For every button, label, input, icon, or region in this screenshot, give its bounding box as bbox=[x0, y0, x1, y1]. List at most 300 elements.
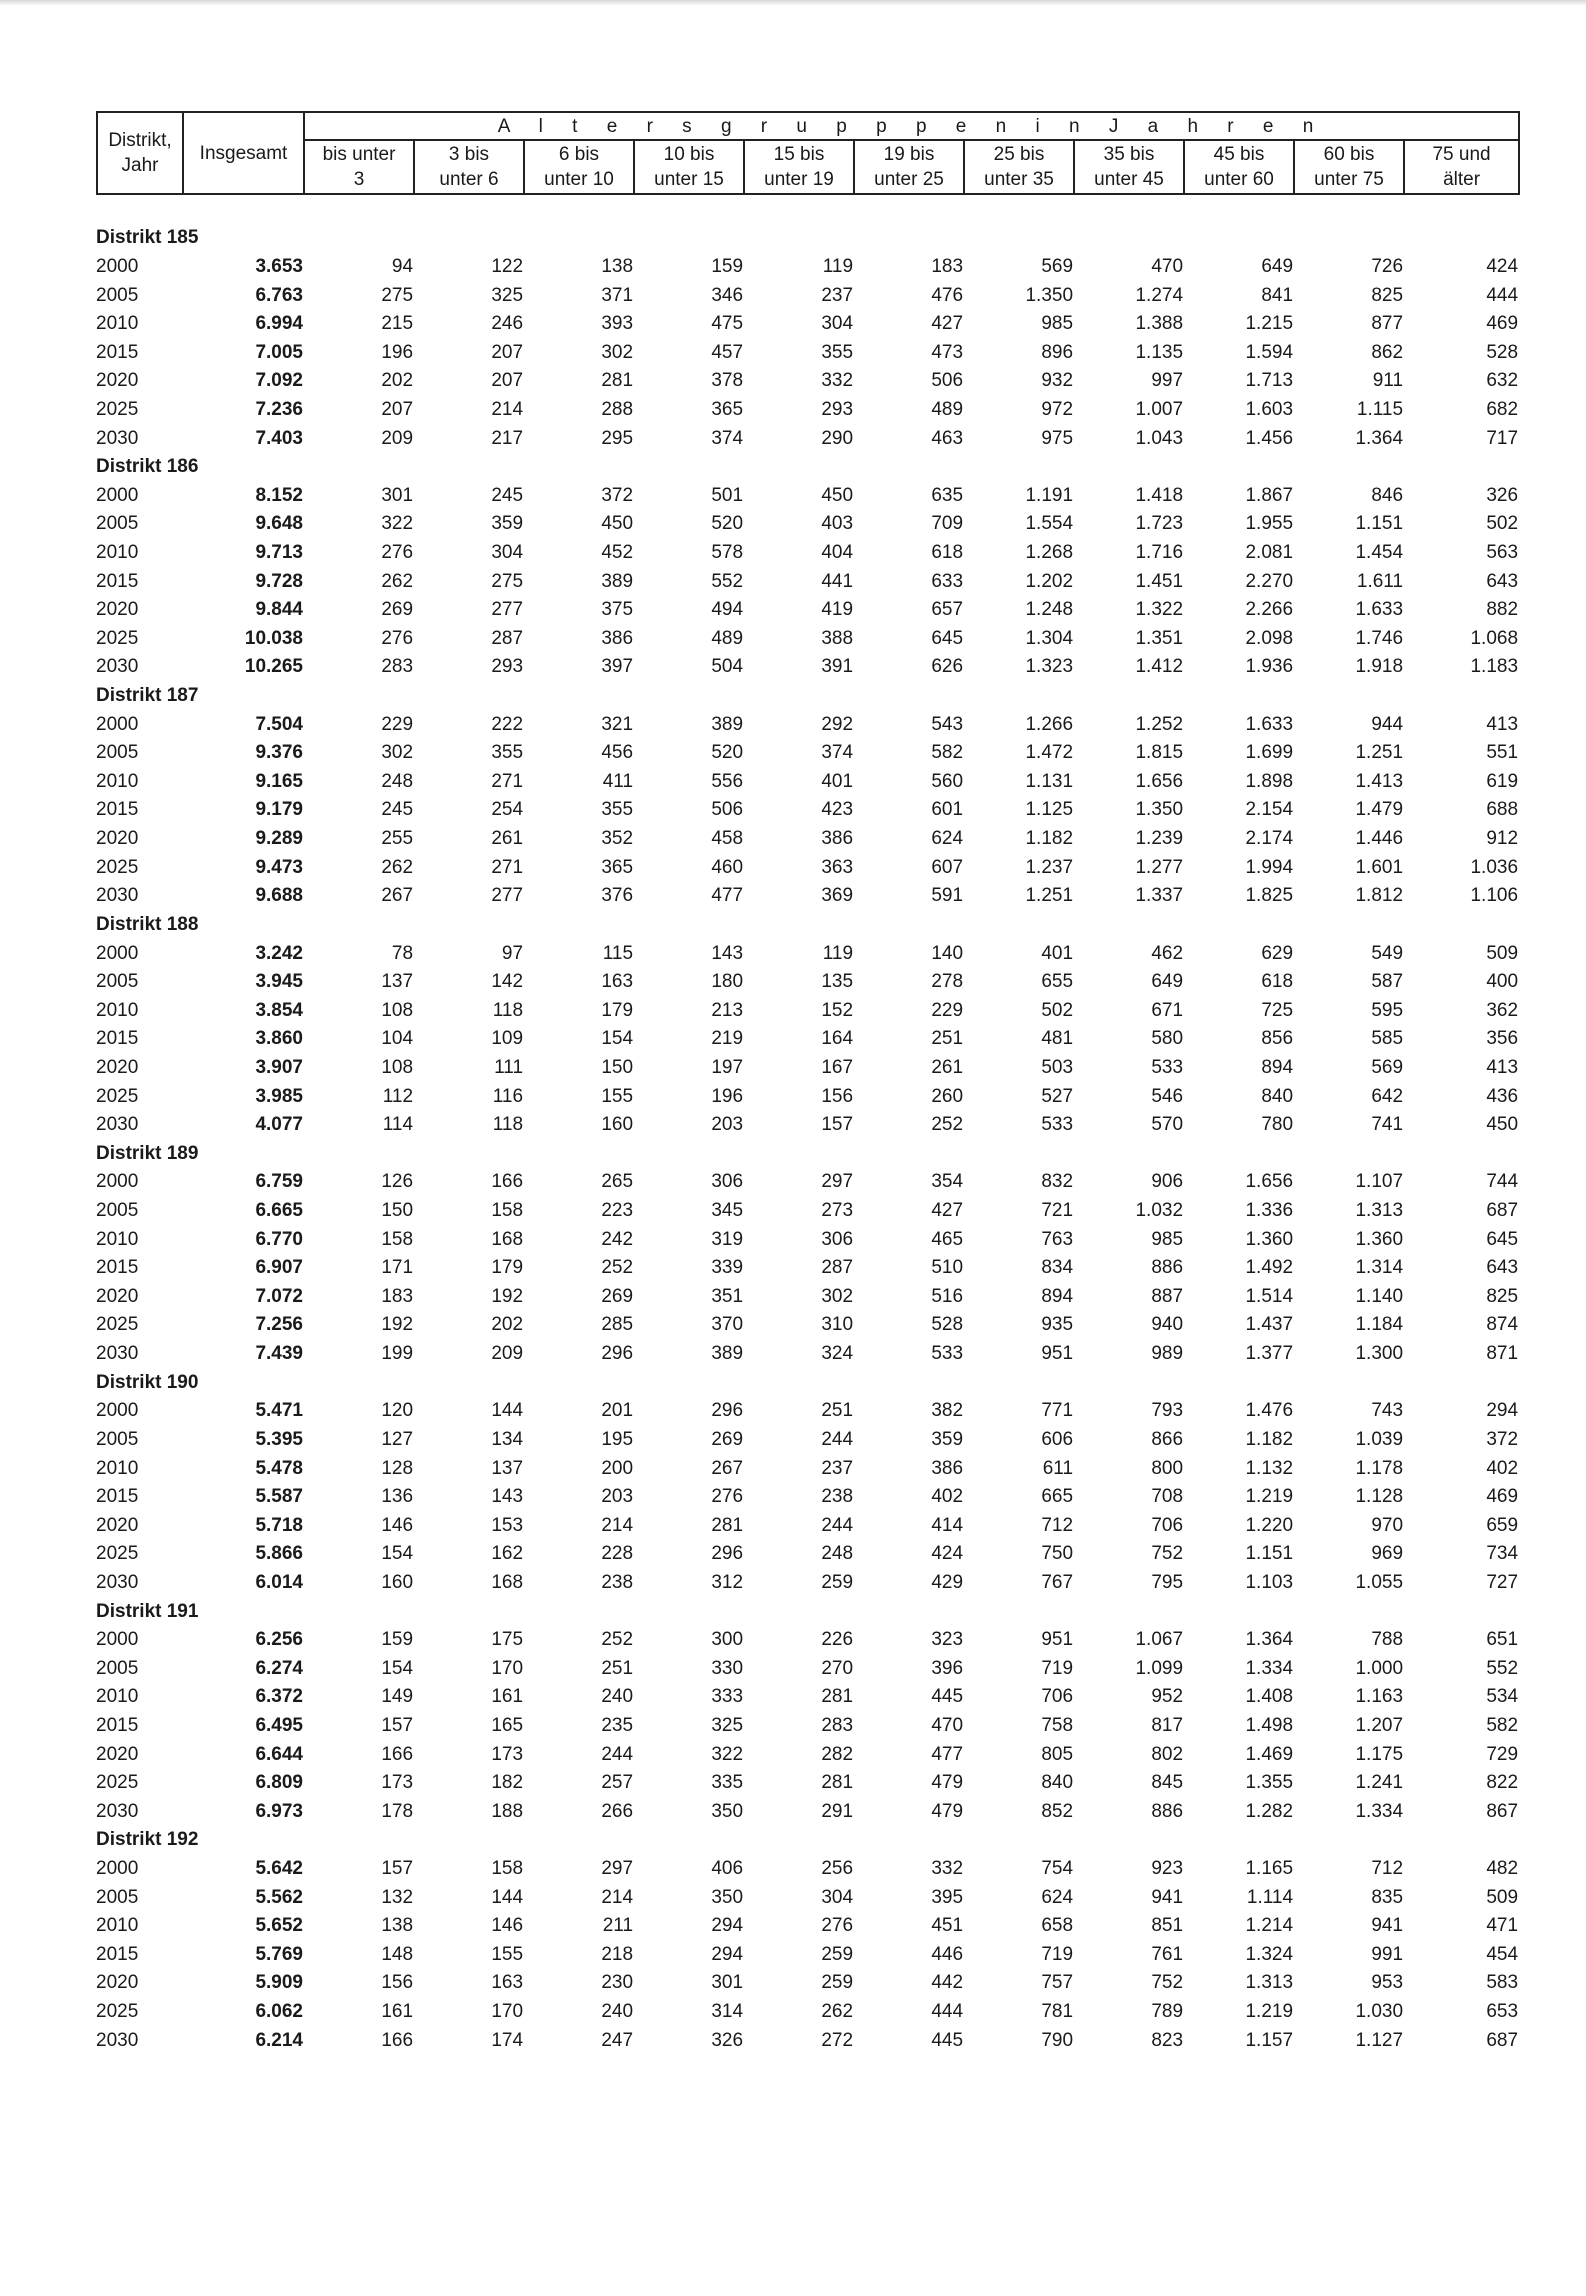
age-group-cell: 199 bbox=[381, 1343, 414, 1365]
age-group-cell: 276 bbox=[381, 542, 414, 563]
age-group-cell: 332 bbox=[821, 370, 854, 392]
age-group-cell: 436 bbox=[1486, 1085, 1519, 1107]
age-group-cell: 923 bbox=[1151, 1858, 1184, 1880]
year-cell: 2025 bbox=[96, 1772, 139, 1794]
age-group-cell: 606 bbox=[1041, 1428, 1074, 1450]
age-group-cell: 406 bbox=[711, 1858, 744, 1880]
age-group-cell: 1.324 bbox=[1245, 1943, 1294, 1965]
age-group-cell: 108 bbox=[381, 1056, 414, 1078]
age-group-cell: 1.898 bbox=[1245, 770, 1294, 792]
column-header-age-group: 75 und älter bbox=[1404, 140, 1519, 194]
age-group-cell: 1.514 bbox=[1245, 1285, 1294, 1307]
age-group-cell: 396 bbox=[931, 1657, 964, 1679]
total-cell: 5.909 bbox=[255, 1972, 303, 1994]
district-heading-row bbox=[96, 1140, 1518, 1169]
age-group-cell: 183 bbox=[381, 1285, 414, 1307]
age-group-cell: 288 bbox=[601, 398, 634, 420]
age-group-cell: 195 bbox=[601, 1428, 634, 1450]
table-row bbox=[96, 1054, 1518, 1083]
age-group-cell: 1.633 bbox=[1355, 599, 1404, 621]
total-cell: 6.372 bbox=[255, 1686, 303, 1708]
age-group-cell: 509 bbox=[1486, 942, 1519, 964]
age-group-cell: 192 bbox=[381, 1314, 414, 1336]
age-group-cell: 462 bbox=[1151, 942, 1184, 964]
age-group-cell: 1.219 bbox=[1245, 2001, 1294, 2023]
age-group-cell: 1.300 bbox=[1355, 1343, 1404, 1365]
age-group-cell: 1.825 bbox=[1245, 885, 1294, 907]
age-group-cell: 734 bbox=[1486, 1543, 1519, 1565]
age-group-cell: 551 bbox=[1486, 742, 1519, 764]
age-group-cell: 1.334 bbox=[1245, 1657, 1294, 1679]
age-group-cell: 375 bbox=[601, 599, 634, 621]
age-group-cell: 213 bbox=[711, 999, 744, 1021]
age-group-cell: 134 bbox=[491, 1428, 524, 1450]
age-group-cell: 552 bbox=[1486, 1657, 1519, 1679]
table-row bbox=[96, 1798, 1518, 1827]
age-group-cell: 477 bbox=[931, 1743, 964, 1765]
age-group-cell: 170 bbox=[491, 2001, 524, 2023]
age-group-cell: 306 bbox=[821, 1228, 854, 1250]
age-group-cell: 240 bbox=[601, 2001, 634, 2023]
total-cell: 7.256 bbox=[255, 1314, 303, 1336]
age-group-cell: 244 bbox=[601, 1743, 634, 1765]
table-row bbox=[96, 481, 1518, 510]
age-group-cell: 658 bbox=[1041, 1915, 1074, 1937]
age-group-cell: 1.252 bbox=[1135, 713, 1184, 735]
age-group-cell: 296 bbox=[601, 1343, 634, 1365]
age-group-cell: 763 bbox=[1041, 1228, 1074, 1250]
district-label: Distrikt 186 bbox=[96, 456, 199, 478]
total-cell: 5.395 bbox=[255, 1428, 303, 1450]
age-group-cell: 292 bbox=[821, 713, 854, 735]
age-group-cell: 157 bbox=[381, 1858, 414, 1880]
age-group-cell: 112 bbox=[382, 1085, 414, 1107]
age-group-cell: 752 bbox=[1151, 1543, 1184, 1565]
age-group-cell: 411 bbox=[602, 770, 634, 792]
age-group-cell: 136 bbox=[381, 1486, 414, 1508]
age-group-cell: 270 bbox=[821, 1657, 854, 1679]
age-group-cell: 108 bbox=[381, 999, 414, 1021]
age-group-cell: 1.151 bbox=[1355, 513, 1404, 535]
age-group-cell: 1.955 bbox=[1245, 513, 1294, 535]
age-group-cell: 657 bbox=[931, 599, 964, 621]
year-cell: 2015 bbox=[96, 1028, 139, 1050]
age-group-cell: 218 bbox=[601, 1943, 634, 1965]
district-heading-row bbox=[96, 911, 1518, 940]
age-group-cell: 282 bbox=[821, 1743, 854, 1765]
age-group-cell: 78 bbox=[391, 942, 414, 964]
total-cell: 9.688 bbox=[255, 885, 303, 907]
age-group-cell: 244 bbox=[821, 1514, 854, 1536]
age-group-cell: 365 bbox=[711, 398, 744, 420]
age-group-cell: 162 bbox=[491, 1543, 524, 1565]
age-group-cell: 293 bbox=[821, 398, 854, 420]
age-group-cell: 840 bbox=[1041, 1772, 1074, 1794]
age-group-cell: 953 bbox=[1371, 1972, 1404, 1994]
age-group-cell: 304 bbox=[821, 313, 854, 335]
age-group-cell: 322 bbox=[711, 1743, 744, 1765]
age-group-cell: 142 bbox=[491, 971, 524, 993]
age-group-cell: 429 bbox=[931, 1571, 964, 1593]
age-group-cell: 867 bbox=[1486, 1800, 1519, 1822]
age-group-cell: 276 bbox=[821, 1915, 854, 1937]
year-cell: 2025 bbox=[96, 1085, 139, 1107]
age-group-cell: 556 bbox=[711, 770, 744, 792]
age-group-cell: 989 bbox=[1151, 1343, 1184, 1365]
table-row bbox=[96, 2026, 1518, 2055]
age-group-cell: 805 bbox=[1041, 1743, 1074, 1765]
age-group-cell: 940 bbox=[1151, 1314, 1184, 1336]
age-group-cell: 197 bbox=[711, 1056, 744, 1078]
age-group-cell: 450 bbox=[601, 513, 634, 535]
age-group-cell: 533 bbox=[931, 1343, 964, 1365]
age-group-cell: 503 bbox=[1041, 1056, 1074, 1078]
age-group-cell: 725 bbox=[1261, 999, 1294, 1021]
age-group-cell: 310 bbox=[821, 1314, 854, 1336]
age-group-cell: 687 bbox=[1486, 2029, 1519, 2051]
age-group-cell: 262 bbox=[821, 2001, 854, 2023]
age-group-cell: 355 bbox=[601, 799, 634, 821]
total-cell: 5.642 bbox=[255, 1858, 303, 1880]
year-cell: 2020 bbox=[96, 1056, 139, 1078]
age-group-cell: 659 bbox=[1486, 1514, 1519, 1536]
age-group-cell: 157 bbox=[821, 1114, 854, 1136]
age-group-cell: 477 bbox=[711, 885, 744, 907]
age-group-cell: 171 bbox=[381, 1257, 414, 1279]
age-group-cell: 932 bbox=[1041, 370, 1074, 392]
age-group-cell: 1.163 bbox=[1355, 1686, 1404, 1708]
age-group-cell: 985 bbox=[1151, 1228, 1184, 1250]
age-group-cell: 611 bbox=[1042, 1457, 1074, 1479]
age-group-cell: 649 bbox=[1151, 971, 1184, 993]
district-label: Distrikt 187 bbox=[96, 685, 199, 707]
age-group-cell: 386 bbox=[821, 828, 854, 850]
table-row bbox=[96, 1712, 1518, 1741]
age-group-cell: 1.322 bbox=[1135, 599, 1184, 621]
total-cell: 5.866 bbox=[255, 1543, 303, 1565]
age-group-cell: 1.918 bbox=[1355, 656, 1404, 678]
age-group-cell: 118 bbox=[492, 1114, 524, 1136]
age-group-cell: 294 bbox=[711, 1915, 744, 1937]
age-group-cell: 712 bbox=[1041, 1514, 1074, 1536]
age-group-cell: 215 bbox=[381, 313, 414, 335]
row-filler bbox=[413, 1140, 1518, 1169]
age-group-cell: 509 bbox=[1486, 1886, 1519, 1908]
age-group-cell: 376 bbox=[601, 885, 634, 907]
age-group-cell: 226 bbox=[821, 1629, 854, 1651]
age-group-cell: 717 bbox=[1486, 427, 1519, 449]
age-group-cell: 2.266 bbox=[1245, 599, 1294, 621]
year-cell: 2030 bbox=[96, 427, 139, 449]
age-group-cell: 153 bbox=[491, 1514, 524, 1536]
age-group-cell: 1.469 bbox=[1245, 1743, 1294, 1765]
age-group-cell: 359 bbox=[931, 1428, 964, 1450]
total-cell: 6.274 bbox=[255, 1657, 303, 1679]
age-group-cell: 452 bbox=[601, 542, 634, 563]
age-group-cell: 339 bbox=[711, 1257, 744, 1279]
year-cell: 2020 bbox=[96, 1743, 139, 1765]
age-group-cell: 352 bbox=[601, 828, 634, 850]
age-group-cell: 750 bbox=[1041, 1543, 1074, 1565]
total-cell: 4.077 bbox=[255, 1114, 303, 1136]
year-cell: 2010 bbox=[96, 1686, 139, 1708]
age-group-cell: 372 bbox=[601, 484, 634, 506]
age-group-cell: 1.220 bbox=[1245, 1514, 1294, 1536]
age-group-cell: 871 bbox=[1486, 1343, 1519, 1365]
age-group-cell: 155 bbox=[601, 1085, 634, 1107]
age-group-cell: 1.274 bbox=[1135, 284, 1184, 306]
total-cell: 5.587 bbox=[255, 1486, 303, 1508]
total-cell: 7.403 bbox=[255, 427, 303, 449]
age-group-cell: 374 bbox=[711, 427, 744, 449]
age-group-cell: 1.191 bbox=[1025, 484, 1074, 506]
age-group-cell: 528 bbox=[1486, 341, 1519, 363]
age-group-cell: 170 bbox=[491, 1657, 524, 1679]
age-group-cell: 1.114 bbox=[1246, 1886, 1294, 1908]
table-row bbox=[96, 996, 1518, 1025]
table-row bbox=[96, 1626, 1518, 1655]
table-row bbox=[96, 567, 1518, 596]
age-group-cell: 886 bbox=[1151, 1800, 1184, 1822]
table-row bbox=[96, 253, 1518, 282]
total-cell: 6.214 bbox=[255, 2029, 303, 2051]
age-group-cell: 1.106 bbox=[1470, 885, 1519, 907]
district-heading-row bbox=[96, 224, 1518, 253]
table-row bbox=[96, 768, 1518, 797]
row-filler bbox=[413, 682, 1518, 711]
age-group-cell: 1.350 bbox=[1135, 799, 1184, 821]
table-row bbox=[96, 1426, 1518, 1455]
total-cell: 6.770 bbox=[255, 1228, 303, 1250]
age-group-cell: 312 bbox=[711, 1571, 744, 1593]
age-group-cell: 450 bbox=[821, 484, 854, 506]
age-group-cell: 1.313 bbox=[1245, 1972, 1294, 1994]
age-group-cell: 372 bbox=[1486, 1428, 1519, 1450]
age-group-cell: 569 bbox=[1371, 1056, 1404, 1078]
year-cell: 2005 bbox=[96, 513, 139, 535]
age-group-cell: 506 bbox=[931, 370, 964, 392]
age-group-cell: 235 bbox=[601, 1714, 634, 1736]
age-group-cell: 1.127 bbox=[1355, 2029, 1404, 2051]
age-group-cell: 1.282 bbox=[1245, 1800, 1294, 1822]
age-group-cell: 277 bbox=[491, 885, 524, 907]
year-cell: 2030 bbox=[96, 885, 139, 907]
age-group-cell: 295 bbox=[601, 427, 634, 449]
age-group-cell: 319 bbox=[711, 1228, 744, 1250]
age-group-cell: 157 bbox=[381, 1714, 414, 1736]
age-group-cell: 752 bbox=[1151, 1972, 1184, 1994]
age-group-cell: 324 bbox=[821, 1343, 854, 1365]
age-group-cell: 886 bbox=[1151, 1257, 1184, 1279]
age-group-cell: 882 bbox=[1486, 599, 1519, 621]
age-group-cell: 332 bbox=[931, 1858, 964, 1880]
age-group-cell: 570 bbox=[1151, 1114, 1184, 1136]
age-group-cell: 1.182 bbox=[1245, 1428, 1294, 1450]
age-group-cell: 1.268 bbox=[1025, 542, 1074, 563]
table-row bbox=[96, 1569, 1518, 1598]
age-group-cell: 165 bbox=[491, 1714, 524, 1736]
age-group-cell: 207 bbox=[491, 341, 524, 363]
age-group-cell: 252 bbox=[601, 1257, 634, 1279]
age-group-cell: 1.699 bbox=[1245, 742, 1294, 764]
age-group-cell: 894 bbox=[1041, 1285, 1074, 1307]
age-group-cell: 651 bbox=[1486, 1629, 1519, 1651]
age-group-cell: 583 bbox=[1486, 1972, 1519, 1994]
total-cell: 6.994 bbox=[255, 313, 303, 335]
year-cell: 2010 bbox=[96, 1915, 139, 1937]
age-group-cell: 1.183 bbox=[1470, 656, 1519, 678]
age-group-cell: 1.713 bbox=[1245, 370, 1294, 392]
age-group-cell: 1.140 bbox=[1355, 1285, 1404, 1307]
age-group-cell: 456 bbox=[601, 742, 634, 764]
age-group-cell: 183 bbox=[931, 255, 964, 277]
age-group-cell: 1.251 bbox=[1355, 742, 1404, 764]
age-group-cell: 351 bbox=[711, 1285, 744, 1307]
age-group-cell: 132 bbox=[381, 1886, 414, 1908]
age-group-cell: 397 bbox=[601, 656, 634, 678]
age-group-cell: 1.068 bbox=[1470, 627, 1519, 649]
age-group-cell: 591 bbox=[931, 885, 964, 907]
year-cell: 2000 bbox=[96, 1400, 139, 1422]
age-group-cell: 1.184 bbox=[1355, 1314, 1404, 1336]
age-group-cell: 163 bbox=[601, 971, 634, 993]
age-group-cell: 1.103 bbox=[1245, 1571, 1294, 1593]
age-group-cell: 601 bbox=[931, 799, 964, 821]
age-group-cell: 265 bbox=[601, 1171, 634, 1193]
age-group-cell: 642 bbox=[1371, 1085, 1404, 1107]
age-group-cell: 355 bbox=[821, 341, 854, 363]
table-row bbox=[96, 653, 1518, 682]
total-cell: 3.907 bbox=[255, 1056, 303, 1078]
table-row bbox=[96, 1511, 1518, 1540]
age-group-cell: 1.867 bbox=[1245, 484, 1294, 506]
age-group-cell: 1.350 bbox=[1025, 284, 1074, 306]
district-label: Distrikt 191 bbox=[96, 1600, 199, 1622]
age-group-cell: 287 bbox=[821, 1257, 854, 1279]
age-group-cell: 200 bbox=[601, 1457, 634, 1479]
age-group-cell: 404 bbox=[821, 542, 854, 563]
column-header-age-group: 10 bis unter 15 bbox=[634, 140, 744, 194]
age-group-cell: 633 bbox=[931, 570, 964, 592]
age-group-cell: 1.323 bbox=[1025, 656, 1074, 678]
age-group-cell: 1.472 bbox=[1025, 742, 1074, 764]
age-group-cell: 116 bbox=[492, 1085, 524, 1107]
age-group-cell: 391 bbox=[821, 656, 854, 678]
year-cell: 2025 bbox=[96, 1314, 139, 1336]
age-group-cell: 1.611 bbox=[1356, 570, 1404, 592]
age-group-cell: 271 bbox=[491, 770, 524, 792]
age-group-cell: 314 bbox=[711, 2001, 744, 2023]
age-group-cell: 1.131 bbox=[1025, 770, 1074, 792]
age-group-cell: 1.313 bbox=[1355, 1200, 1404, 1222]
age-group-cell: 645 bbox=[931, 627, 964, 649]
year-cell: 2000 bbox=[96, 942, 139, 964]
age-group-cell: 482 bbox=[1486, 1858, 1519, 1880]
age-group-cell: 788 bbox=[1371, 1629, 1404, 1651]
column-header-age-group: bis unter 3 bbox=[304, 140, 414, 194]
age-group-cell: 150 bbox=[601, 1056, 634, 1078]
column-header-age-group: 3 bis unter 6 bbox=[414, 140, 524, 194]
row-filler bbox=[413, 224, 1518, 253]
age-group-cell: 281 bbox=[821, 1686, 854, 1708]
column-header-age-group: 19 bis unter 25 bbox=[854, 140, 964, 194]
age-group-cell: 285 bbox=[601, 1314, 634, 1336]
age-group-cell: 389 bbox=[711, 1343, 744, 1365]
year-cell: 2010 bbox=[96, 1457, 139, 1479]
table-row bbox=[96, 281, 1518, 310]
table-row bbox=[96, 1311, 1518, 1340]
age-group-cell: 202 bbox=[491, 1314, 524, 1336]
age-group-cell: 446 bbox=[931, 1943, 964, 1965]
age-group-cell: 261 bbox=[931, 1056, 964, 1078]
age-group-cell: 912 bbox=[1486, 828, 1519, 850]
age-group-cell: 109 bbox=[491, 1028, 524, 1050]
table-row bbox=[96, 1225, 1518, 1254]
age-group-cell: 832 bbox=[1041, 1171, 1074, 1193]
age-group-cell: 259 bbox=[821, 1943, 854, 1965]
age-group-cell: 325 bbox=[491, 284, 524, 306]
age-group-cell: 350 bbox=[711, 1800, 744, 1822]
age-group-cell: 119 bbox=[822, 255, 854, 277]
age-group-cell: 389 bbox=[711, 713, 744, 735]
age-group-cell: 323 bbox=[931, 1629, 964, 1651]
age-group-cell: 281 bbox=[821, 1772, 854, 1794]
year-cell: 2005 bbox=[96, 1657, 139, 1679]
age-group-cell: 294 bbox=[711, 1943, 744, 1965]
age-group-cell: 401 bbox=[1041, 942, 1074, 964]
age-group-cell: 120 bbox=[381, 1400, 414, 1422]
age-group-cell: 444 bbox=[1486, 284, 1519, 306]
age-group-cell: 1.412 bbox=[1135, 656, 1184, 678]
age-group-cell: 626 bbox=[931, 656, 964, 678]
age-group-cell: 259 bbox=[821, 1972, 854, 1994]
year-cell: 2020 bbox=[96, 599, 139, 621]
age-group-cell: 481 bbox=[1041, 1028, 1074, 1050]
age-group-cell: 543 bbox=[931, 713, 964, 735]
age-group-cell: 419 bbox=[821, 599, 854, 621]
table-row bbox=[96, 939, 1518, 968]
age-group-cell: 137 bbox=[381, 971, 414, 993]
age-group-cell: 251 bbox=[821, 1400, 854, 1422]
age-group-cell: 789 bbox=[1151, 2001, 1184, 2023]
age-group-cell: 1.476 bbox=[1245, 1400, 1294, 1422]
age-group-cell: 281 bbox=[711, 1514, 744, 1536]
total-cell: 7.092 bbox=[255, 370, 303, 392]
age-group-cell: 645 bbox=[1486, 1228, 1519, 1250]
age-group-cell: 168 bbox=[491, 1228, 524, 1250]
table-row bbox=[96, 625, 1518, 654]
year-cell: 2020 bbox=[96, 1285, 139, 1307]
age-group-cell: 719 bbox=[1041, 1657, 1074, 1679]
age-group-cell: 345 bbox=[711, 1200, 744, 1222]
age-group-cell: 321 bbox=[601, 713, 634, 735]
age-group-cell: 1.498 bbox=[1245, 1714, 1294, 1736]
age-group-cell: 154 bbox=[381, 1543, 414, 1565]
age-group-cell: 951 bbox=[1041, 1343, 1074, 1365]
age-group-cell: 242 bbox=[601, 1228, 634, 1250]
age-group-cell: 173 bbox=[491, 1743, 524, 1765]
age-group-cell: 560 bbox=[931, 770, 964, 792]
age-group-cell: 941 bbox=[1151, 1886, 1184, 1908]
age-group-cell: 304 bbox=[491, 542, 524, 563]
age-group-cell: 179 bbox=[491, 1257, 524, 1279]
column-header-total: Insgesamt bbox=[183, 112, 304, 194]
age-group-cell: 266 bbox=[601, 1800, 634, 1822]
age-group-cell: 852 bbox=[1041, 1800, 1074, 1822]
age-group-cell: 238 bbox=[601, 1571, 634, 1593]
table-row bbox=[96, 825, 1518, 854]
age-group-cell: 802 bbox=[1151, 1743, 1184, 1765]
